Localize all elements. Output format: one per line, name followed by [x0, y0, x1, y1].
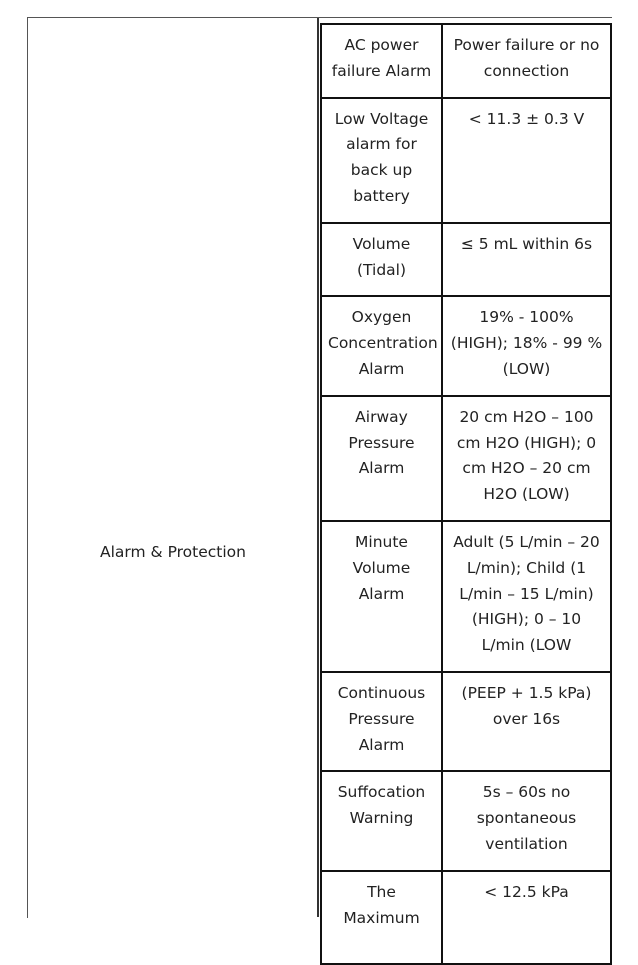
outer-table-divider — [317, 17, 319, 917]
spec-name: Minute Volume Alarm — [321, 521, 442, 672]
spec-value: 5s – 60s no spontaneous ventilation — [442, 771, 611, 870]
table-row — [321, 771, 611, 870]
spec-value: Power failure or no connection — [442, 24, 611, 98]
spec-value: < 12.5 kPa — [442, 871, 611, 964]
spec-value: 19% - 100% (HIGH); 18% - 99 % (LOW) — [442, 296, 611, 395]
spec-value: Adult (5 L/min – 20 L/min); Child (1 L/min – 15 L/min) (HIGH); 0 – 10 L/min (LOW — [442, 521, 611, 672]
spec-name: Low Voltage alarm for back up battery — [321, 98, 442, 223]
spec-name: AC power failure Alarm — [321, 24, 442, 98]
spec-value: ≤ 5 mL within 6s — [442, 223, 611, 297]
outer-table-cell — [27, 17, 320, 918]
spec-name: Continuous Pressure Alarm — [321, 672, 442, 771]
table-row — [321, 98, 611, 223]
table-row — [321, 672, 611, 771]
spec-value: < 11.3 ± 0.3 V — [442, 98, 611, 223]
section-label: Alarm & Protection — [100, 543, 246, 561]
spec-name: The Maximum — [321, 871, 442, 964]
table-row — [321, 396, 611, 521]
spec-name: Airway Pressure Alarm — [321, 396, 442, 521]
spec-value: (PEEP + 1.5 kPa) over 16s — [442, 672, 611, 771]
table-row — [321, 871, 611, 964]
spec-name: Suffocation Warning — [321, 771, 442, 870]
table-row — [321, 24, 611, 98]
outer-table-top-border — [317, 17, 612, 18]
spec-value: 20 cm H2O – 100 cm H2O (HIGH); 0 cm H2O – 20 cm H2O (LOW) — [442, 396, 611, 521]
table-row — [321, 521, 611, 672]
spec-name: Volume (Tidal) — [321, 223, 442, 297]
spec-name: Oxygen Concentration Alarm — [321, 296, 442, 395]
table-row — [321, 223, 611, 297]
table-row — [321, 296, 611, 395]
spec-table — [320, 23, 612, 965]
